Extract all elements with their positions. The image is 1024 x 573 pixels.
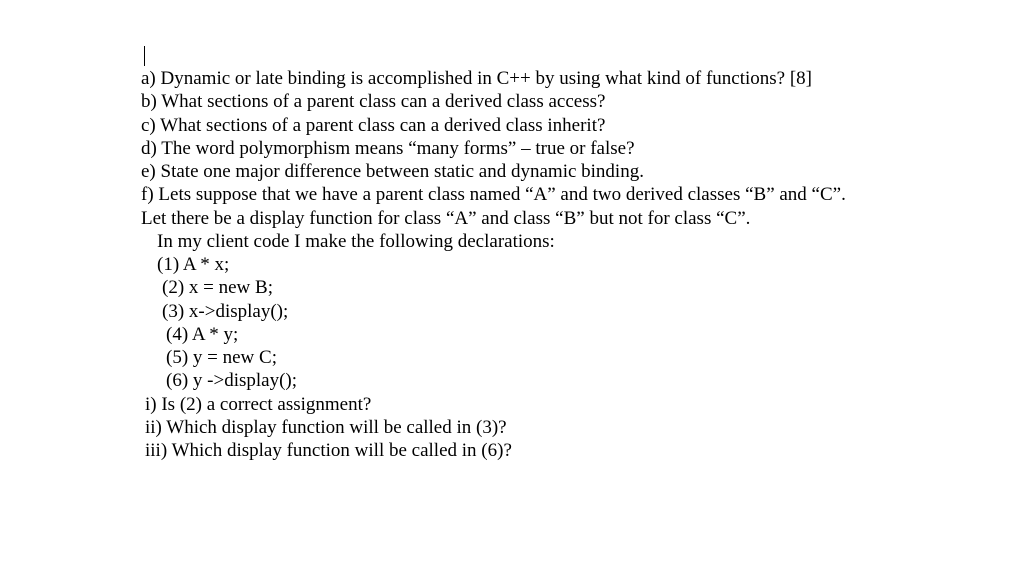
- declaration-1: (1) A * x;: [157, 254, 230, 275]
- declaration-4: (4) A * y;: [166, 324, 239, 345]
- declaration-3: (3) x->display();: [162, 301, 289, 322]
- subquestion-ii: ii) Which display function will be called in (3)?: [145, 417, 507, 438]
- question-f: f) Lets suppose that we have a parent class named “A” and two derived classes “B” and “C”.: [141, 184, 846, 205]
- question-e: e) State one major difference between static and dynamic binding.: [141, 161, 644, 182]
- subquestion-i: i) Is (2) a correct assignment?: [145, 394, 372, 415]
- text-cursor: [144, 46, 145, 66]
- declaration-2: (2) x = new B;: [162, 277, 273, 298]
- subquestion-iii: iii) Which display function will be called in (6)?: [145, 440, 512, 461]
- question-d: d) The word polymorphism means “many forms” – true or false?: [141, 138, 635, 159]
- declaration-6: (6) y ->display();: [166, 370, 298, 391]
- question-b: b) What sections of a parent class can a derived class access?: [141, 91, 606, 112]
- client-code-intro: In my client code I make the following declarations:: [157, 231, 555, 252]
- question-f-continued: Let there be a display function for class “A” and class “B” but not for class “C”.: [141, 208, 751, 229]
- question-a: a) Dynamic or late binding is accomplished in C++ by using what kind of functions? [8]: [141, 68, 812, 89]
- declaration-5: (5) y = new C;: [166, 347, 277, 368]
- question-c: c) What sections of a parent class can a derived class inherit?: [141, 115, 606, 136]
